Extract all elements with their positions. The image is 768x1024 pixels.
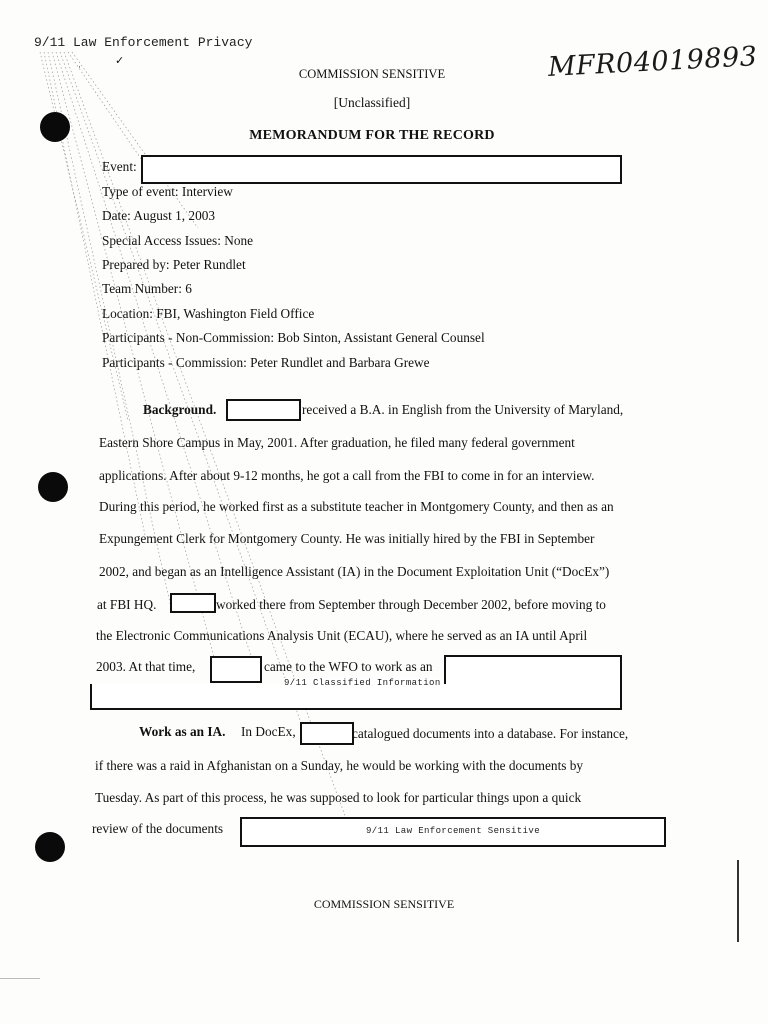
work-line-1-tail: catalogued documents into a database. For instance, [352,726,629,741]
background-line-2: Eastern Shore Campus in May, 2001. After graduation, he filed many federal government [99,435,575,450]
work-line-3: Tuesday. As part of this process, he was supposed to look for particular things upon a quick [95,790,582,805]
background-heading: Background. [143,402,217,417]
event-redaction [141,155,622,184]
location-field: Location: FBI, Washington Field Office [102,306,315,321]
header-sensitivity: COMMISSION SENSITIVE [298,67,446,81]
name-redaction [300,722,354,745]
background-line-6: 2002, and began as an Intelligence Assistant (IA) in the Document Exploitation Unit (“DocEx”) [99,564,610,579]
background-line-7-tail: worked there from September through December 2002, before moving to [216,597,606,612]
work-heading: Work as an IA. [139,724,226,739]
header-classification: [Unclassified] [333,95,411,110]
name-redaction [226,399,301,421]
punch-hole [35,832,65,862]
background-line-9-mid: came to the WFO to work as an [264,659,433,674]
background-line-3: applications. After about 9-12 months, he got a call from the FBI to come in for an interview. [99,468,595,483]
prepared-by-field: Prepared by: Peter Rundlet [102,257,246,272]
page-title: MEMORANDUM FOR THE RECORD [249,128,495,143]
background-line-4: During this period, he worked first as a substitute teacher in Montgomery County, and then as an [99,499,614,514]
classified-redaction-label: 9/11 Classified Information [284,678,441,688]
work-line-1-head: In DocEx, [241,724,296,739]
participants-commission-field: Participants - Commission: Peter Rundlet and Barbara Grewe [102,355,430,370]
background-line-9-head: 2003. At that time, [96,659,196,674]
background-line-8: the Electronic Communications Analysis Unit (ECAU), where he served as an IA until April [96,628,588,643]
punch-hole [40,112,70,142]
footer-sensitivity: COMMISSION SENSITIVE [313,897,455,911]
scan-edge-line [0,978,40,979]
work-line-2: if there was a raid in Afghanistan on a Sunday, he would be working with the documents by [95,758,584,773]
background-line-1: received a B.A. in English from the University of Maryland, [302,402,624,417]
special-access-field: Special Access Issues: None [102,233,254,248]
background-line-5: Expungement Clerk for Montgomery County. He was initially hired by the FBI in September [99,531,595,546]
law-enforcement-redaction-label: 9/11 Law Enforcement Sensitive [365,826,541,836]
scan-speck: · [78,62,81,72]
date-field: Date: August 1, 2003 [102,208,216,223]
scan-edge-rule [737,860,739,942]
background-line-7-head: at FBI HQ. [97,597,157,612]
work-line-4-head: review of the documents [92,821,224,836]
punch-hole [38,472,68,502]
name-redaction [170,593,216,613]
handwritten-document-id: MFR04019893 [547,41,759,83]
name-redaction [210,656,262,683]
team-number-field: Team Number: 6 [102,281,192,296]
scan-speck: ✓ [115,55,125,67]
stamp-text: 9/11 Law Enforcement Privacy [34,35,253,50]
type-of-event: Type of event: Interview [102,184,233,199]
event-label: Event: [102,159,137,174]
participants-noncommission-field: Participants - Non-Commission: Bob Sinton, Assistant General Counsel [102,330,485,345]
